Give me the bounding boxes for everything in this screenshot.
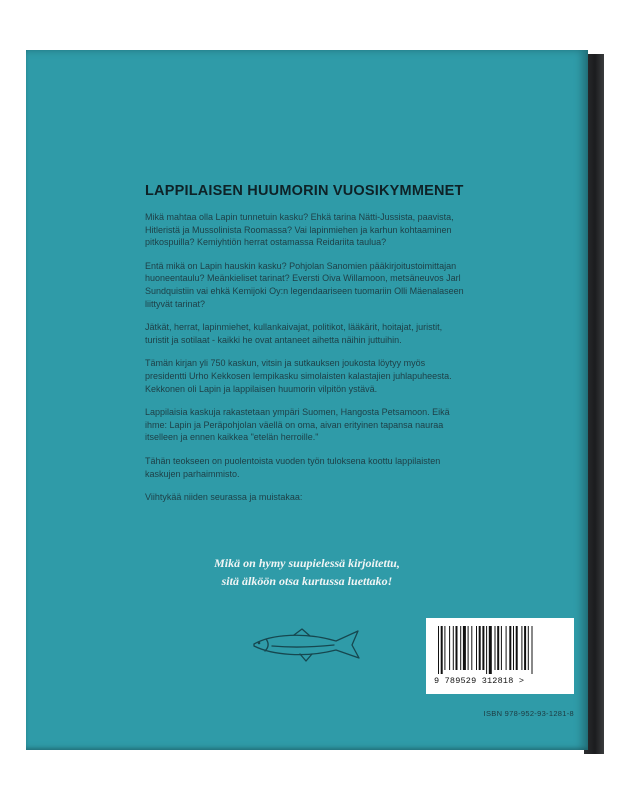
barcode-bar (468, 626, 469, 670)
barcode-bar (497, 626, 499, 670)
blurb-paragraph-1: Mikä mahtaa olla Lapin tunnetuin kasku? Ehkä tarina Nätti-Jussista, paavista, Hitleristä ja Mussolinista Roomassa? Vai lapinmiehen ja karhun kohtaaminen pitkospuilla? Kemiyhtiön herrat ostamassa Reidariita taulua? (145, 212, 454, 248)
barcode (426, 618, 574, 694)
barcode-bar (441, 626, 443, 674)
barcode-bar (506, 626, 507, 670)
blurb-paragraph-4: Tämän kirjan yli 750 kaskun, vitsin ja sutkauksen joukosta löytyy myös presidentti Urho Kekkosen lempikasku simolaisten kalastajien juhlapuheesta. Kekkonen oli Lapin ja lappilaisen huumorin vilpitön ystävä. (145, 358, 452, 394)
isbn-number: ISBN 978-952-93-1281-8 (483, 709, 574, 718)
barcode-bar (449, 626, 450, 670)
barcode-bar (463, 626, 466, 670)
motto-line-2: sitä älköön otsa kurtussa luettako! (221, 574, 393, 588)
barcode-bar (521, 626, 522, 670)
barcode-bar (453, 626, 454, 670)
barcode-bar (460, 626, 461, 670)
motto-line-1: Mikä on hymy suupielessä kirjoitettu, (214, 556, 400, 570)
barcode-bar (501, 626, 502, 670)
barcode-bar (444, 626, 445, 670)
barcode-bars (436, 626, 562, 674)
fish-icon (250, 626, 366, 666)
barcode-bar (509, 626, 511, 670)
barcode-bar (489, 626, 492, 674)
barcode-bar (516, 626, 518, 670)
barcode-bar (471, 626, 472, 670)
blurb-paragraph-7: Viihtykää niiden seurassa ja muistakaa: (145, 492, 303, 503)
barcode-bar (479, 626, 481, 670)
barcode-bar (476, 626, 477, 670)
blurb (145, 183, 467, 515)
barcode-bar (513, 626, 514, 670)
motto (26, 554, 588, 590)
barcode-bar (482, 626, 484, 670)
barcode-bar (524, 626, 526, 670)
blurb-paragraph-6: Tähän teokseen on puolentoista vuoden työn tuloksena koottu lappilaisten kaskujen parhaimmisto. (145, 455, 441, 479)
barcode-bar (495, 626, 496, 670)
blurb-paragraph-5: Lappilaisia kaskuja rakastetaan ympäri Suomen, Hangosta Petsamoon. Eikä ihme: Lapin ja Peräpohjolan väellä on oma, aivan erityinen tapansa nauraa itselleen ja ennen kaikkea "etelän herroille." (145, 407, 450, 443)
barcode-bar (456, 626, 458, 670)
blurb-paragraph-3: Jätkät, herrat, lapinmiehet, kullankaivajat, politikot, lääkärit, hoitajat, juristit, turistit ja sotilaat - kaikki he ovat antaneet aihetta näihin juttuihin. (145, 322, 443, 345)
barcode-bar (486, 626, 487, 674)
barcode-bar (438, 626, 439, 674)
barcode-bar (532, 626, 533, 674)
barcode-bar (528, 626, 529, 670)
barcode-digits: 9 789529 312818 > (434, 676, 525, 686)
blurb-paragraph-2: Entä mikä on Lapin hauskin kasku? Pohjolan Sanomien pääkirjoitustoimittajan huoneentaulu? Meänkieliset tarinat? Eversti Oiva Willamoon, metsäneuvos Jarl Sundquistiin vai ehkä Kemijoki Oy:n legendaariseen tuomariin Olli Mäenalaseen liittyvät tarinat? (145, 260, 464, 309)
headline: LAPPILAISEN HUUMORIN VUOSIKYMMENET (145, 183, 464, 199)
